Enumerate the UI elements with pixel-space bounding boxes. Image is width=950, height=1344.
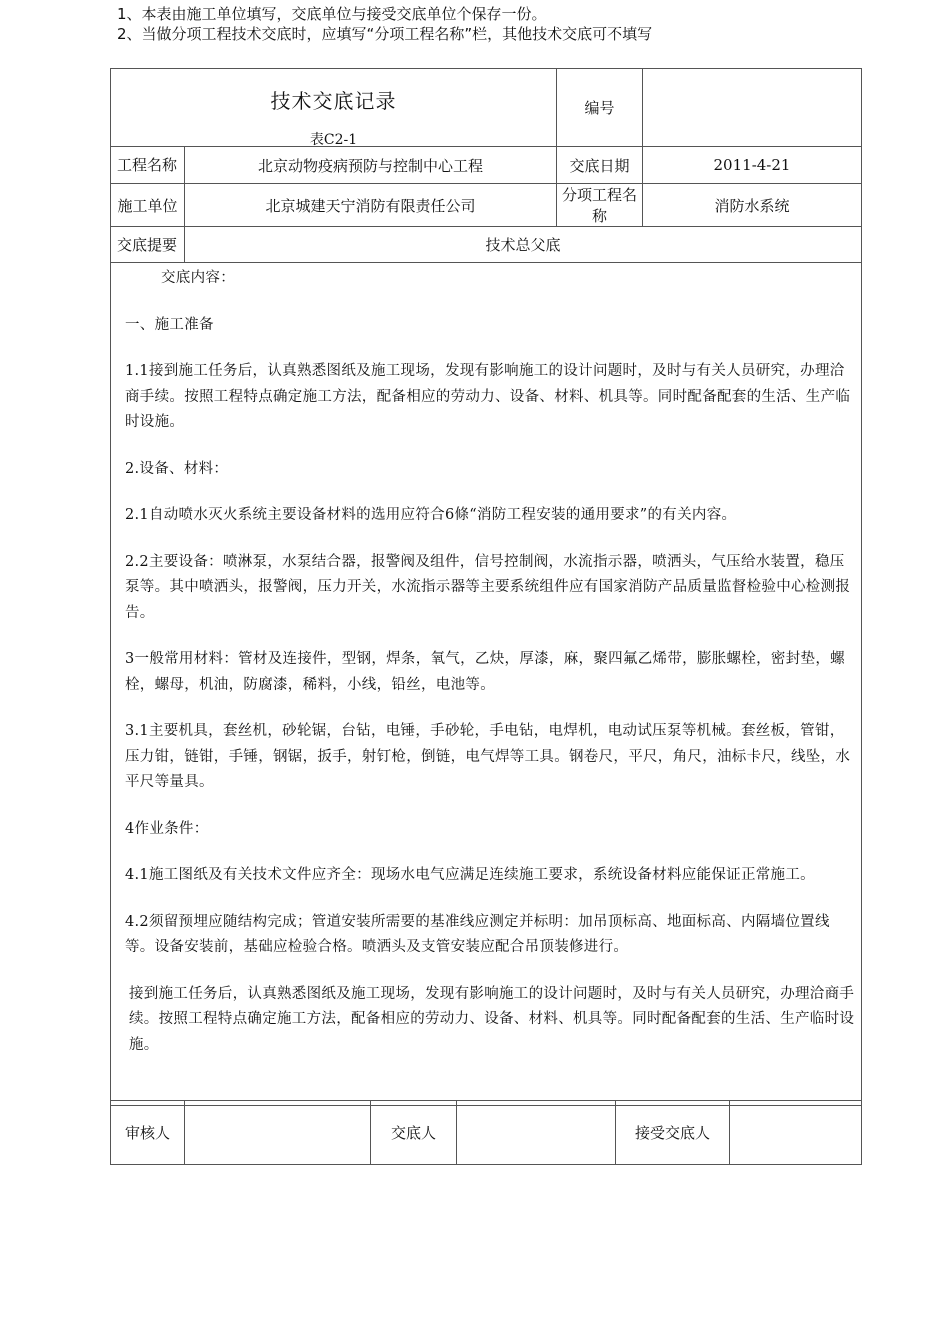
- content-paragraph: 2.1自动喷水灭火系统主要设备材料的选用应符合6條“消防工程安装的通用要求”的有关内容。: [125, 507, 737, 523]
- disclosure-content: [111, 263, 861, 1058]
- reviewer-signature-field[interactable]: [185, 1101, 371, 1165]
- receiver-label: 接受交底人: [616, 1101, 730, 1165]
- content-cell: [111, 263, 862, 1106]
- content-paragraph: 接到施工任务后，认真熟悉图纸及施工现场，发现有影响施工的设计问题时，及时与有关人员研究，办理洽商手续。按照工程特点确定施工方法，配备相应的劳动力、设备、材料、机具等。同时配备配套的生活、生产临时设施。: [129, 985, 855, 1053]
- content-paragraph: 4.1施工图纸及有关技术文件应齐全：现场水电气应满足连续施工要求，系统设备材料应能保证正常施工。: [125, 867, 815, 883]
- number-label: 编号: [557, 69, 643, 147]
- construction-unit-label: 施工单位: [111, 184, 185, 227]
- number-value[interactable]: [643, 69, 862, 147]
- project-name-value[interactable]: 北京动物疫病预防与控制中心工程: [185, 147, 557, 184]
- construction-unit-value[interactable]: 北京城建天宁消防有限责任公司: [185, 184, 557, 227]
- content-paragraph: 4.2须留预埋应随结构完成；管道安装所需要的基准线应测定并标明：加吊顶标高、地面标高、内隔墙位置线等。设备安装前，基础应检验合格。喷洒头及支管安装应配合吊顶装修进行。: [125, 913, 830, 955]
- disclosure-record-table: [110, 68, 862, 1106]
- content-paragraph: 3一般常用材料：管材及连接件，型钢，焊条，氧气，乙炔，厚漆，麻，聚四氟乙烯带，膨胀螺栓，密封垫，螺栓，螺母，机油，防腐漆，稀料，小线，铅丝，电池等。: [125, 651, 845, 693]
- page-title: 技术交底记录: [270, 89, 397, 113]
- instruction-note-2: 2、当做分项工程技术交底时，应填写“分项工程名称”栏，其他技术交底可不填写: [117, 25, 653, 43]
- project-name-label: 工程名称: [111, 147, 185, 184]
- content-paragraph: 4作业条件：: [125, 820, 209, 837]
- content-paragraph: 1.1接到施工任务后，认真熟悉图纸及施工现场，发现有影响施工的设计问题时，及时与有关人员研究，办理洽商手续。按照工程特点确定施工方法，配备相应的劳动力、设备、材料、机具等。同时配备配套的生活、生产临时设施。: [125, 363, 851, 430]
- title-cell: [111, 69, 557, 147]
- instruction-note-1: 1、本表由施工单位填写，交底单位与接受交底单位个保存一份。: [117, 5, 547, 23]
- content-paragraph: 2.设备、材料：: [125, 460, 229, 477]
- form-number: 表C2-1: [309, 132, 358, 148]
- discloser-signature-field[interactable]: [457, 1101, 616, 1165]
- receiver-signature-field[interactable]: [730, 1101, 862, 1165]
- summary-label: 交底提要: [111, 227, 185, 263]
- sub-project-label: 分项工程名称: [557, 184, 643, 227]
- summary-value[interactable]: 技术总父底: [185, 227, 862, 263]
- disclosure-date-value[interactable]: 2011-4-21: [643, 147, 862, 184]
- content-paragraph: 3.1主要机具，套丝机，砂轮锯，台钻，电锤，手砂轮，手电钻，电焊机，电动试压泵等机械。套丝板，管钳，压力钳，链钳，手锤，钢锯，扳手，射钉枪，倒链，电气焊等工具。钢卷尺，平尺，角尺，油标卡尺，线坠，水平尺等量具。: [125, 723, 851, 790]
- reviewer-label: 审核人: [111, 1101, 185, 1165]
- discloser-label: 交底人: [371, 1101, 457, 1165]
- content-paragraph: 一、施工准备: [125, 316, 214, 333]
- sub-project-value[interactable]: 消防水系统: [643, 184, 862, 227]
- content-paragraph: 2.2主要设备：喷淋泵，水泵结合器，报警阀及组件，信号控制阀，水流指示器，喷洒头，气压给水装置，稳压泵等。其中喷洒头，报警阀，压力开关，水流指示器等主要系统组件应有国家消防产品质量监督检验中心检测报告。: [125, 553, 851, 621]
- signature-table: [110, 1100, 862, 1165]
- content-intro: 交底内容：: [161, 270, 235, 286]
- disclosure-date-label: 交底日期: [557, 147, 643, 184]
